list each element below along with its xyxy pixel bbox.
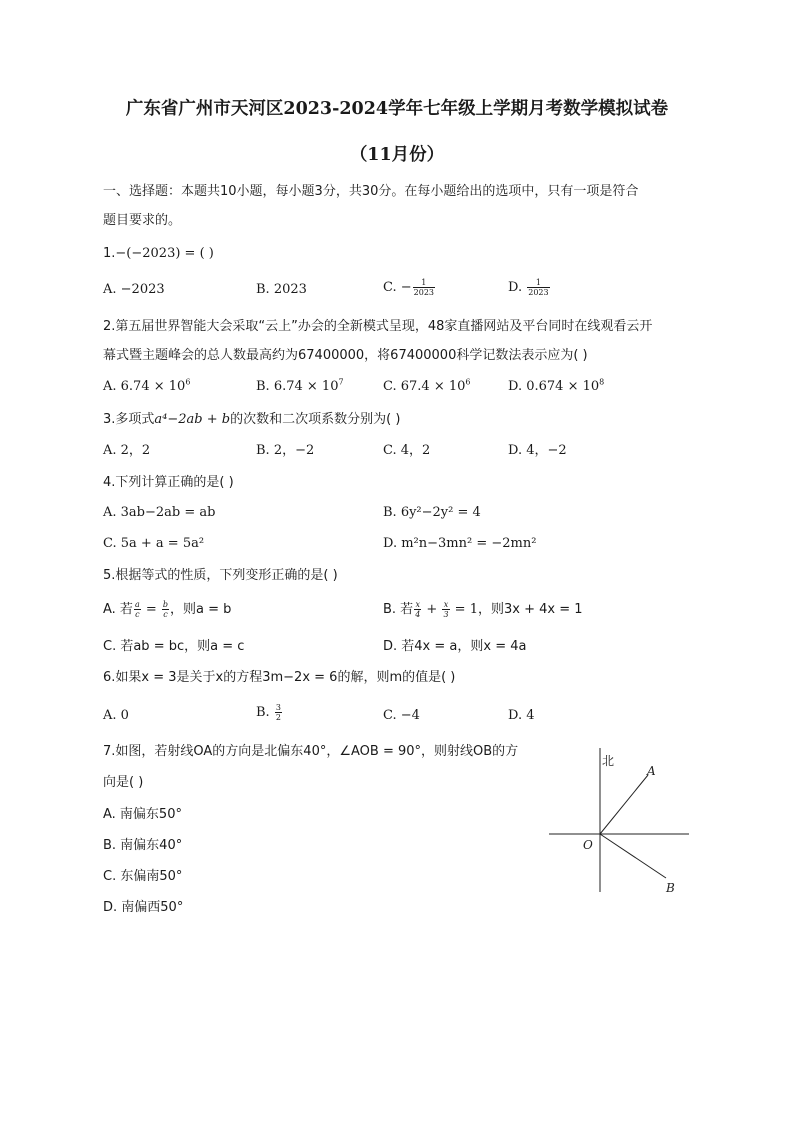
q2-option-d: D. $0.674 \times 10^8$ xyxy=(508,377,605,394)
q6-option-a: A. 0 xyxy=(103,708,129,723)
question-5-stem: 5.根据等式的性质，下列变形正确的是( ) xyxy=(103,568,338,583)
q2-option-b: B. $6.74 \times 10^7$ xyxy=(256,377,344,394)
q2-option-a: A. $6.74 \times 10^6$ xyxy=(103,377,191,394)
q5-option-a: A. 若 $\frac{a}{c}$ = $\frac{b}{c}$ ，则a = b xyxy=(103,600,232,619)
question-6-stem: 6.如果x = 3是关于x的方程3m−2x = 6的解，则m的值是( ) xyxy=(103,670,456,685)
q1-option-b: B. 2023 xyxy=(256,282,307,297)
q5-option-b: B. 若 $\frac{x}{4}$ + $\frac{x}{3}$ = 1，则3x + 4x = 1 xyxy=(383,600,583,619)
q2-option-c: C. $67.4 \times 10^6$ xyxy=(383,377,471,394)
direction-diagram xyxy=(540,740,700,905)
point-a-label: A xyxy=(647,764,656,778)
q1-option-c: C. − $\frac{1}{2023}$ xyxy=(383,278,434,297)
q4-option-c: C. 5a + a = 5a² xyxy=(103,536,205,551)
q3-option-b: B. 2，−2 xyxy=(256,443,315,458)
q7-option-d: D. 南偏西50° xyxy=(103,900,184,915)
q3-option-d: D. 4，−2 xyxy=(508,443,567,458)
q3-option-a: A. 2，2 xyxy=(103,443,151,458)
north-label: 北 xyxy=(602,754,615,768)
q4-option-a: A. 3ab−2ab = ab xyxy=(103,505,216,520)
q1-option-a: A. −2023 xyxy=(103,282,165,297)
point-o-label: O xyxy=(583,838,593,852)
q3-option-c: C. 4，2 xyxy=(383,443,431,458)
exam-title-line1: 广东省广州市天河区2023-2024学年七年级上学期月考数学模拟试卷 xyxy=(125,99,669,119)
question-7-stem: 7.如图，若射线OA的方向是北偏东40°，∠AOB = 90°，则射线OB的方 xyxy=(103,744,519,759)
question-3-stem: 3.多项式a⁴−2ab + b的次数和二次项系数分别为( ) xyxy=(103,412,401,427)
point-b-label: B xyxy=(666,881,675,895)
section-heading-cont: 题目要求的。 xyxy=(103,213,182,228)
question-1-stem: 1.−(−2023) = ( ) xyxy=(103,246,214,261)
section-heading: 一、选择题：本题共10小题，每小题3分，共30分。在每小题给出的选项中，只有一项是符合 xyxy=(103,184,639,199)
q4-option-b: B. 6y²−2y² = 4 xyxy=(383,505,481,520)
q5-option-c: C. 若ab = bc，则a = c xyxy=(103,639,245,654)
q6-option-c: C. −4 xyxy=(383,708,420,723)
q6-option-b: B. $\frac{3}{2}$ xyxy=(256,703,281,722)
q6-option-d: D. 4 xyxy=(508,708,535,723)
q4-option-d: D. m²n−3mn² = −2mn² xyxy=(383,536,537,551)
ray-oa xyxy=(600,775,648,834)
q1-option-d: D. $\frac{1}{2023}$ xyxy=(508,278,549,297)
ray-ob xyxy=(600,834,666,878)
exam-title-line2: （11月份） xyxy=(349,145,445,165)
q7-option-b: B. 南偏东40° xyxy=(103,838,183,853)
question-2-stem: 2.第五届世界智能大会采取“云上”办会的全新模式呈现，48家直播网站及平台同时在线观看云开 xyxy=(103,319,653,334)
question-4-stem: 4.下列计算正确的是( ) xyxy=(103,475,234,490)
question-7-stem-cont: 向是( ) xyxy=(103,775,144,790)
q7-option-a: A. 南偏东50° xyxy=(103,807,182,822)
q5-option-d: D. 若4x = a，则x = 4a xyxy=(383,639,527,654)
question-2-stem-cont: 幕式暨主题峰会的总人数最高约为67400000，将67400000科学记数法表示应为( ) xyxy=(103,348,588,363)
q7-option-c: C. 东偏南50° xyxy=(103,869,183,884)
